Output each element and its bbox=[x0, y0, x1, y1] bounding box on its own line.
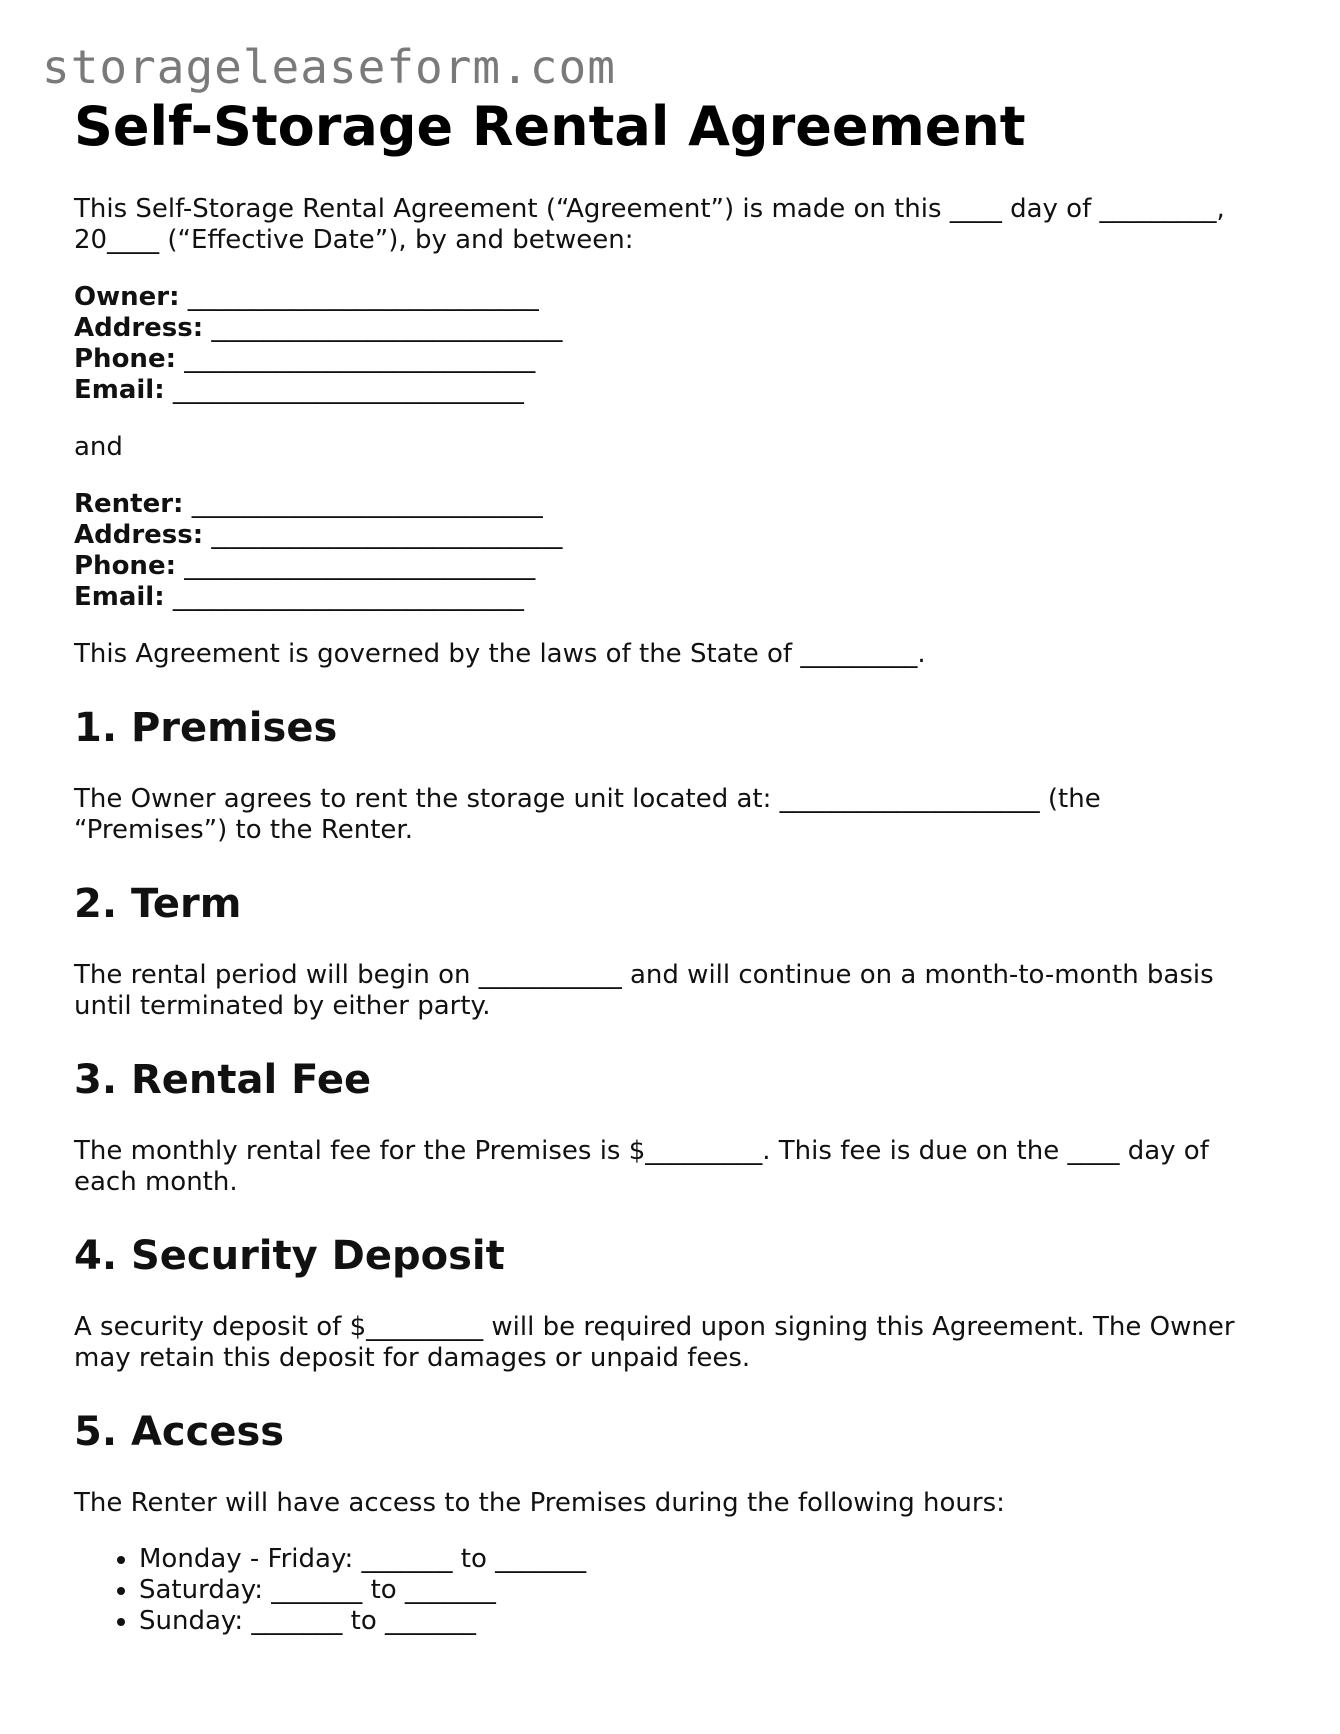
renter-email-field[interactable]: ___________________________ bbox=[172, 582, 524, 612]
list-item: • Sunday: _______ to _______ bbox=[139, 1606, 1274, 1637]
section-premises-body bbox=[74, 784, 1274, 846]
rental-fee-line-1: The monthly rental fee for the Premises is $_________. This fee is due on the ____ day of bbox=[74, 1136, 1209, 1166]
owner-phone-line bbox=[74, 344, 1274, 375]
owner-address-field[interactable]: ___________________________ bbox=[211, 313, 563, 343]
list-item: • Monday - Friday: _______ to _______ bbox=[139, 1544, 1274, 1575]
owner-email-line bbox=[74, 375, 1274, 406]
security-deposit-line-1: A security deposit of $_________ will be required upon signing this Agreement. The Owner bbox=[74, 1312, 1235, 1342]
owner-block bbox=[74, 282, 1274, 406]
renter-block bbox=[74, 489, 1274, 613]
renter-name-line bbox=[74, 489, 1274, 520]
page-title: Self-Storage Rental Agreement bbox=[74, 95, 1026, 158]
intro-line-2: 20____ (“Effective Date”), by and between: bbox=[74, 225, 634, 255]
section-access-body: The Renter will have access to the Premises during the following hours: bbox=[74, 1488, 1005, 1518]
owner-address-line bbox=[74, 313, 1274, 344]
section-rental-fee-body bbox=[74, 1136, 1274, 1198]
owner-name-field[interactable]: ___________________________ bbox=[187, 282, 539, 312]
renter-phone-label: Phone: bbox=[74, 551, 176, 581]
governing-law-text: This Agreement is governed by the laws of the State of _________. bbox=[74, 639, 926, 669]
owner-label: Owner: bbox=[74, 282, 180, 312]
term-line-2: until terminated by either party. bbox=[74, 991, 491, 1021]
access-hours-list bbox=[74, 1544, 1274, 1637]
intro-line-1: This Self-Storage Rental Agreement (“Agreement”) is made on this ____ day of _________, bbox=[74, 194, 1225, 224]
renter-label: Renter: bbox=[74, 489, 184, 519]
section-rental-fee-title: 3. Rental Fee bbox=[74, 1057, 372, 1103]
term-line-1: The rental period will begin on ___________ and will continue on a month-to-month basis bbox=[74, 960, 1214, 990]
renter-email-label: Email: bbox=[74, 582, 165, 612]
renter-email-line bbox=[74, 582, 1274, 613]
premises-line-1: The Owner agrees to rent the storage unit located at: ____________________ (the bbox=[74, 784, 1101, 814]
owner-address-label: Address: bbox=[74, 313, 204, 343]
section-security-deposit-body bbox=[74, 1312, 1274, 1374]
section-term-title: 2. Term bbox=[74, 881, 242, 927]
security-deposit-line-2: may retain this deposit for damages or unpaid fees. bbox=[74, 1343, 751, 1373]
rental-fee-line-2: each month. bbox=[74, 1167, 238, 1197]
owner-phone-field[interactable]: ___________________________ bbox=[184, 344, 536, 374]
section-access-title: 5. Access bbox=[74, 1409, 285, 1455]
renter-address-line bbox=[74, 520, 1274, 551]
renter-phone-line bbox=[74, 551, 1274, 582]
owner-email-label: Email: bbox=[74, 375, 165, 405]
intro-paragraph bbox=[74, 194, 1274, 256]
section-security-deposit-title: 4. Security Deposit bbox=[74, 1233, 505, 1279]
section-term-body bbox=[74, 960, 1274, 1022]
premises-line-2: “Premises”) to the Renter. bbox=[74, 815, 413, 845]
document-page bbox=[74, 94, 1274, 1637]
renter-phone-field[interactable]: ___________________________ bbox=[184, 551, 536, 581]
owner-phone-label: Phone: bbox=[74, 344, 176, 374]
renter-address-field[interactable]: ___________________________ bbox=[211, 520, 563, 550]
renter-name-field[interactable]: ___________________________ bbox=[191, 489, 543, 519]
section-premises-title: 1. Premises bbox=[74, 705, 338, 751]
list-item: • Saturday: _______ to _______ bbox=[139, 1575, 1274, 1606]
watermark: storageleaseform.com bbox=[42, 40, 616, 94]
owner-email-field[interactable]: ___________________________ bbox=[172, 375, 524, 405]
owner-name-line bbox=[74, 282, 1274, 313]
renter-address-label: Address: bbox=[74, 520, 204, 550]
and-text: and bbox=[74, 432, 123, 462]
